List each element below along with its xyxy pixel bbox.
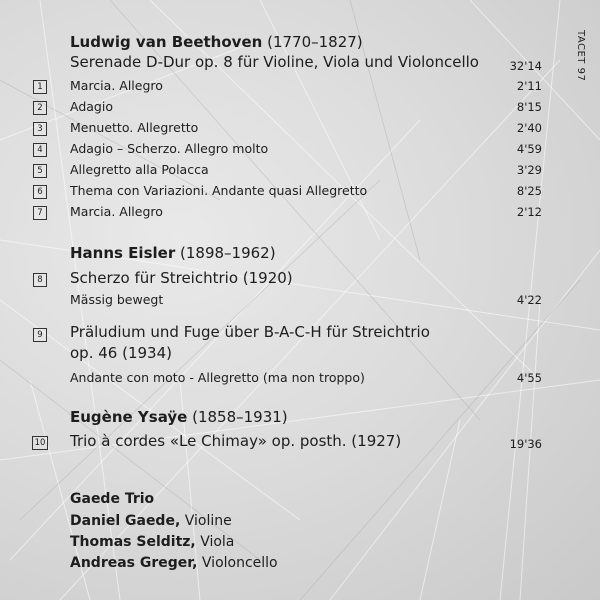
- composer-dates: (1898–1962): [180, 244, 276, 262]
- track-duration: 4'55: [516, 371, 542, 385]
- track-number: 10: [32, 436, 48, 450]
- composer-heading-ysaye: [70, 408, 288, 426]
- performer-instrument: Violoncello: [201, 555, 278, 571]
- ensemble-name: [70, 491, 154, 507]
- composer-name: Eugène Ysaÿe: [70, 408, 188, 426]
- performer-line: [70, 555, 278, 571]
- performer-instrument: Viola: [200, 534, 235, 550]
- track-duration: 4'59: [516, 142, 542, 156]
- performer-name: Daniel Gaede,: [70, 513, 181, 529]
- track-duration: 2'40: [516, 121, 542, 135]
- performer-line: [70, 534, 234, 550]
- track-title: Thema con Variazioni. Andante quasi Allegretto: [70, 183, 368, 198]
- track-title: Menuetto. Allegretto: [70, 120, 199, 135]
- performer-name: Thomas Selditz,: [70, 534, 196, 550]
- track-subtitle: Mässig bewegt: [70, 292, 164, 307]
- track-title: Scherzo für Streichtrio (1920): [70, 269, 293, 287]
- track-number: 2: [33, 101, 47, 115]
- track-duration: 19'36: [509, 437, 542, 451]
- track-subtitle: Andante con moto - Allegretto (ma non troppo): [70, 370, 365, 385]
- track-number: 3: [33, 122, 47, 136]
- ensemble-label: Gaede Trio: [70, 491, 155, 507]
- composer-name: Ludwig van Beethoven: [70, 33, 263, 51]
- composer-dates: (1770–1827): [267, 33, 363, 51]
- track-duration: 3'29: [516, 163, 542, 177]
- performer-name: Andreas Greger,: [70, 555, 198, 571]
- performer-line: [70, 513, 232, 529]
- track-title: Marcia. Allegro: [70, 78, 163, 93]
- track-number: 7: [33, 206, 47, 220]
- track-duration: 2'11: [516, 79, 542, 93]
- performer-instrument: Violine: [184, 513, 232, 529]
- track-title: Präludium und Fuge über B-A-C-H für Streichtrio: [70, 323, 430, 341]
- track-title: Allegretto alla Polacca: [70, 162, 209, 177]
- work-title: Serenade D-Dur op. 8 für Violine, Viola und Violoncello: [70, 53, 479, 71]
- work-duration: 32'14: [509, 59, 542, 73]
- composer-heading-beethoven: [70, 33, 363, 51]
- track-title-continued: op. 46 (1934): [70, 344, 172, 362]
- catalog-number: TACET 97: [575, 30, 586, 82]
- track-number: 8: [33, 273, 47, 287]
- track-duration: 2'12: [516, 205, 542, 219]
- composer-dates: (1858–1931): [192, 408, 288, 426]
- composer-heading-eisler: [70, 244, 276, 262]
- track-title: Trio à cordes «Le Chimay» op. posth. (1927): [70, 432, 402, 450]
- track-number: 6: [33, 185, 47, 199]
- track-title: Marcia. Allegro: [70, 204, 163, 219]
- track-duration: 4'22: [516, 293, 542, 307]
- track-duration: 8'25: [516, 184, 542, 198]
- track-number: 5: [33, 164, 47, 178]
- track-duration: 8'15: [516, 100, 542, 114]
- composer-name: Hanns Eisler: [70, 244, 176, 262]
- track-number: 4: [33, 143, 47, 157]
- track-title: Adagio – Scherzo. Allegro molto: [70, 141, 269, 156]
- track-number: 1: [33, 80, 47, 94]
- track-number: 9: [33, 328, 47, 342]
- track-title: Adagio: [70, 99, 113, 114]
